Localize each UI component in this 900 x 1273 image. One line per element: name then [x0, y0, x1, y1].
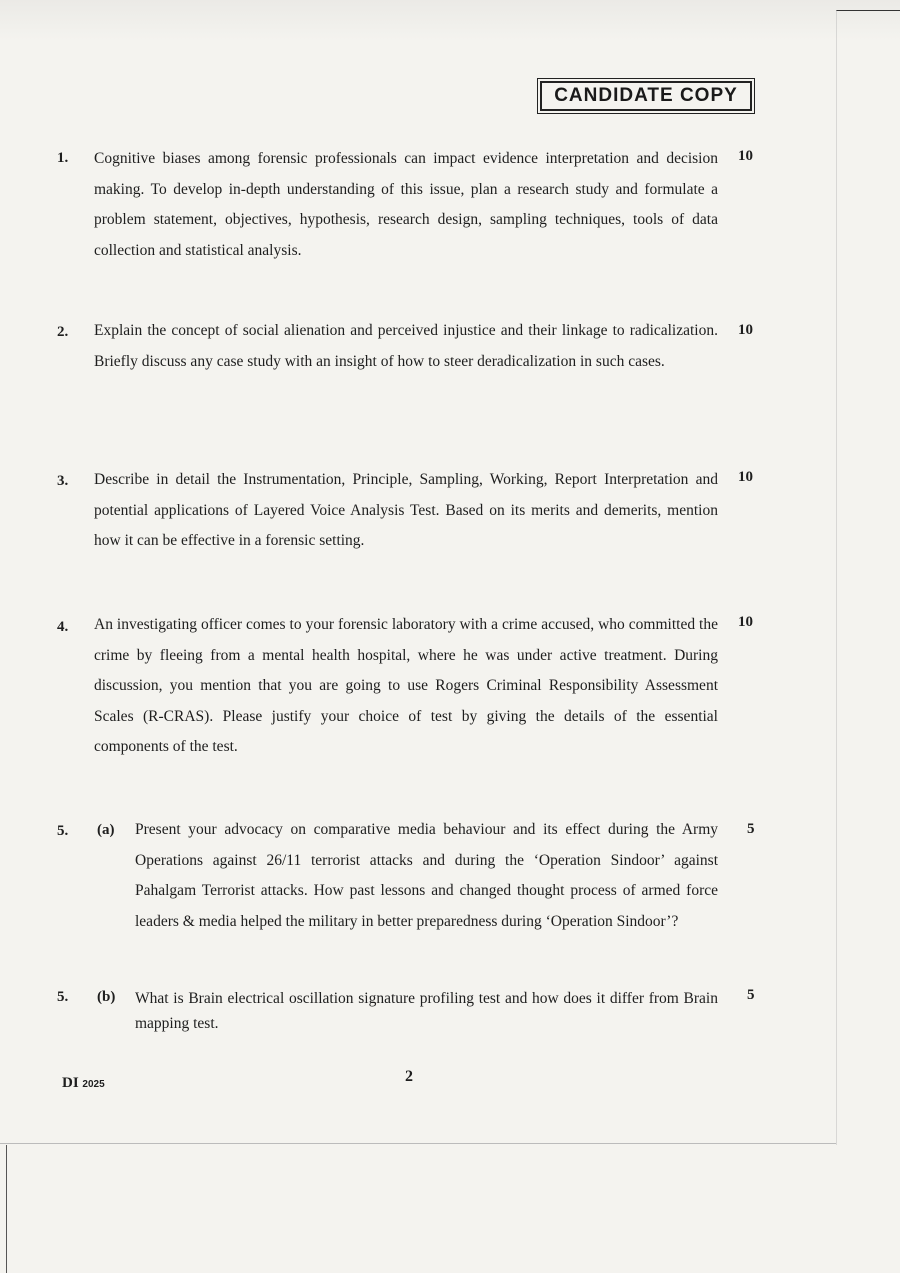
- question-marks: 10: [738, 469, 753, 485]
- page-bottom-rule: [0, 1143, 836, 1144]
- page-number: 2: [405, 1068, 413, 1085]
- candidate-copy-stamp: CANDIDATE COPY: [540, 81, 752, 111]
- question-marks: 10: [738, 614, 753, 630]
- question-marks: 10: [738, 322, 753, 338]
- page-edge-line: [836, 10, 900, 11]
- question-text: What is Brain electrical oscillation signature profiling test and how does it differ from Brain mapping test.: [135, 990, 718, 1032]
- question-marks: 5: [747, 821, 755, 837]
- question-number: 5.: [57, 989, 69, 1005]
- question-marks: 5: [747, 987, 755, 1003]
- question-text: An investigating officer comes to your forensic laboratory with a crime accused, who committed the crime by fleeing from a mental health hospital, where he was under active treatment. During discussion, you mention that you are going to use Rogers Criminal Responsibility Assessment Scales (R-CRAS). Please justify your choice of test by giving the details of the essential components of the test.: [94, 616, 718, 755]
- question-text: Present your advocacy on comparative media behaviour and its effect during the Army Operations against 26/11 terrorist attacks and during the ‘Operation Sindoor’ against Pahalgam Terrorist attacks. How past lessons and changed thought process of armed force leaders & media helped the military in better preparedness during ‘Operation Sindoor’?: [135, 821, 718, 930]
- paper-year: 2025: [82, 1079, 105, 1090]
- question-number: 2.: [57, 324, 69, 340]
- question-marks: 10: [738, 148, 753, 164]
- right-border-line: [836, 10, 837, 1145]
- question-text: Cognitive biases among forensic professionals can impact evidence interpretation and decision making. To develop in-depth understanding of this issue, plan a research study and formulate a problem statement, objectives, hypothesis, research design, sampling techniques, tools of data collection and statistical analysis.: [94, 150, 718, 259]
- paper-code: [62, 1075, 105, 1092]
- question-text: Explain the concept of social alienation and perceived injustice and their linkage to radicalization. Briefly discuss any case study with an insight of how to steer deradicalization in such cases.: [94, 322, 718, 370]
- question-number: 5.: [57, 823, 69, 839]
- question-text: Describe in detail the Instrumentation, Principle, Sampling, Working, Report Interpretation and potential applications of Layered Voice Analysis Test. Based on its merits and demerits, mention how it can be effective in a forensic setting.: [94, 471, 718, 549]
- page-top-shading: [0, 0, 900, 40]
- paper-code-letters: DI: [62, 1075, 79, 1091]
- question-number: 3.: [57, 473, 69, 489]
- question-part: (a): [97, 822, 115, 838]
- question-number: 4.: [57, 619, 69, 635]
- question-part: (b): [97, 989, 116, 1005]
- question-number: 1.: [57, 150, 69, 166]
- left-margin-line: [6, 1145, 7, 1273]
